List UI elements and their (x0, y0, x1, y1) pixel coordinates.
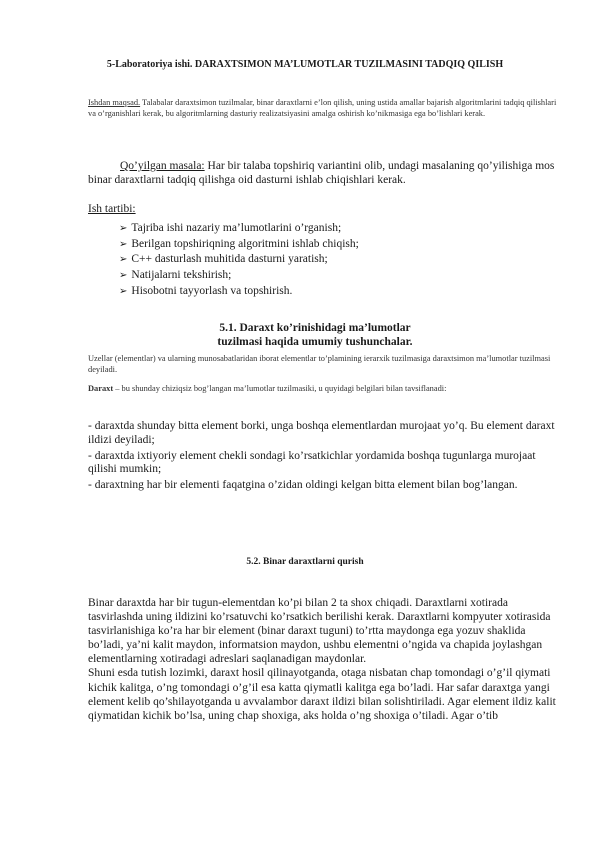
tree-definition (88, 383, 563, 394)
work-order-label: Ish tartibi: (88, 203, 136, 215)
purpose-text: Talabalar daraxtsimon tuzilmalar, binar daraxtlarni e’lon qilish, uning ustida amallar bajarish algoritmlarini tadqiq qilishlari va o’rganishlari kerak, bu algoritmlarning dasturiy realizatsiyasini amalga oshirish ko’nikmasiga ega bo’lishlari kerak. (88, 98, 557, 119)
section-2-paragraph-2: Shuni esda tutish lozimki, daraxt hosil qilinayotganda, otaga nisbatan chap tomondagi o’g’il qiymati kichik kalitga, o’ng tomondagi o’g’il esa katta qiymatli kalitga ega bo’ladi. Har safar daraxtga yangi element kelib qo’shilayotganda u avvalambor daraxt ildizi bilan solishtiriladi. Agar element ildiz kalit qiymatidan kichik bo’lsa, uning chap shoxiga, aks holda o’ng shoxiga o’tiladi. Agar o’tib (88, 667, 556, 722)
tree-properties-list (88, 420, 558, 495)
page-title: 5-Laboratoriya ishi. DARAXTSIMON MA’LUMOTLAR TUZILMASINI TADQIQ QILISH (106, 59, 504, 70)
tree-property: - daraxtda ixtiyoriy element chekli sondagi ko’rsatkichlar yordamida boshqa tugunlarga murojaat qilishi mumkin; (88, 449, 536, 476)
work-step: ➢ C++ dasturlash muhitida dasturni yaratish; (119, 252, 359, 268)
work-step: ➢ Berilgan topshiriqning algoritmini ishlab chiqish; (119, 237, 359, 253)
work-steps-list (119, 221, 359, 300)
task-text: Har bir talaba topshiriq variantini olib, undagi masalaning qo’yilishiga mos binar daraxtlarni tadqiq qilishga oid dasturni ishlab chiqishlari kerak. (88, 160, 555, 186)
section-2-paragraph-1: Binar daraxtda har bir tugun-elementdan ko’pi bilan 2 ta shox chiqadi. Daraxtlarni xotirada tasvirlashda uning ildizini ko’rsatuvchi ko’rsatkich berilishi kerak. Daraxtlarni kompyuter xotirasida tasvirlanishiga ko’ra har bir element (binar daraxt tuguni) to’rtta maydonga ega yozuv shaklida bo’ladi, ya’ni kalit maydon, informatsion maydon, ushbu elementni o’ngida va chapida joylashgan elementlarning xotiradagi adreslari saqlanadigan maydonlar. (88, 597, 551, 666)
tree-definition-text: – bu shunday chiziqsiz bog’langan ma’lumotlar tuzilmasiki, u quyidagi belgilari bilan tavsiflanadi: (113, 384, 447, 393)
section-1-heading-line-2: tuzilmasi haqida umumiy tushunchalar. (217, 336, 413, 348)
tree-property: - daraxtda shunday bitta element borki, unga boshqa elementlardan murojaat yo’q. Bu element daraxt ildizi deyiladi; (88, 420, 555, 446)
task-paragraph (88, 160, 558, 188)
section-1-intro: Uzellar (elementlar) va ularning munosabatlaridan iborat elementlar to’plamining ierarxik tuzilmasiga daraxtsimon ma’lumotlar tuzilmasi deyiladi. (88, 354, 551, 375)
purpose-label: Ishdan maqsad. (88, 98, 141, 107)
section-1-heading-line-1: 5.1. Daraxt ko’rinishidagi ma’lumotlar (219, 322, 411, 334)
work-step: ➢ Hisobotni tayyorlash va topshirish. (119, 284, 359, 300)
section-1-heading (150, 321, 480, 349)
task-label: Qo’yilgan masala: (120, 160, 205, 172)
work-step: ➢ Natijalarni tekshirish; (119, 268, 359, 284)
section-2-body (88, 596, 558, 723)
tree-definition-term: Daraxt (88, 384, 114, 393)
tree-property: - daraxtning har bir elementi faqatgina o’zidan oldingi kelgan bitta element bilan bog’langan. (88, 479, 518, 492)
section-2-heading: 5.2. Binar daraxtlarni qurish (246, 557, 364, 567)
purpose-paragraph (88, 97, 558, 119)
work-step: ➢ Tajriba ishi nazariy ma’lumotlarini o’rganish; (119, 221, 359, 237)
